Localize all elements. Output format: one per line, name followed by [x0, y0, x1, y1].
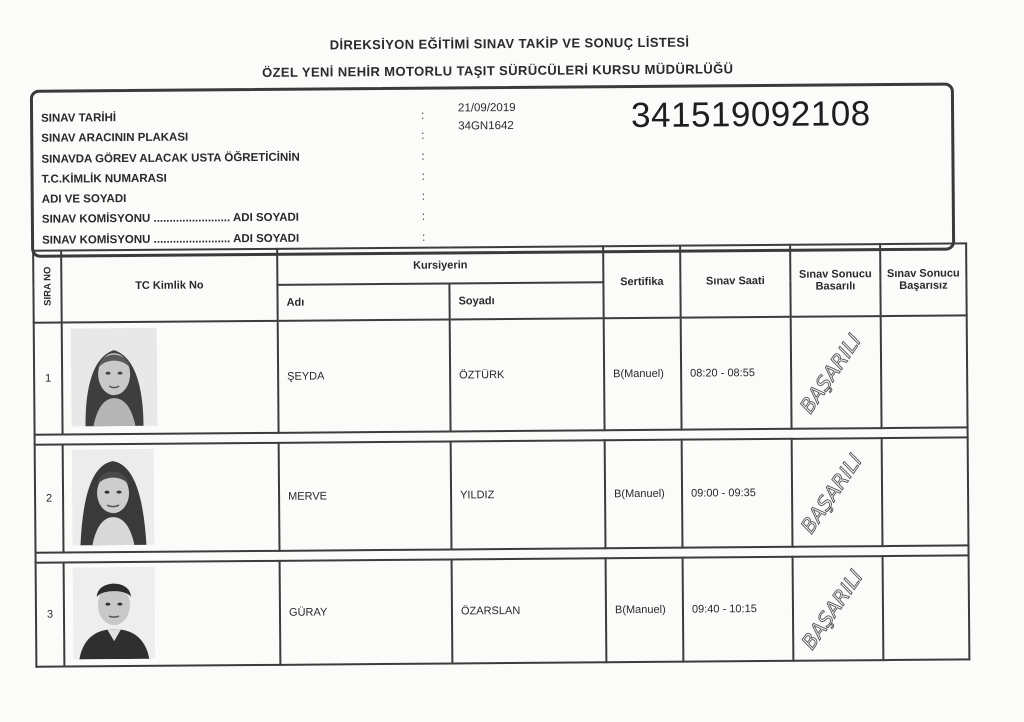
first-name: MERVE	[279, 441, 452, 550]
result-pass-cell	[793, 556, 884, 661]
exam-time: 08:20 - 08:55	[681, 317, 792, 430]
handwritten-result	[794, 319, 879, 424]
info-labels	[41, 107, 300, 251]
label-exam-date: SINAV TARİHİ	[41, 112, 117, 125]
svg-text:BAŞARILI: BAŞARILI	[794, 328, 866, 418]
handwritten-result	[795, 441, 880, 542]
label-commission-1: SINAV KOMİSYONU ........................ ADI SOYADI	[41, 212, 300, 227]
student-photo	[73, 566, 156, 659]
svg-text:BAŞARILI: BAŞARILI	[796, 564, 868, 654]
last-name: ÖZARSLAN	[452, 558, 607, 663]
table-row	[34, 315, 968, 434]
first-name: ŞEYDA	[278, 319, 451, 432]
table-row	[36, 555, 970, 666]
row-number: 3	[36, 563, 65, 667]
tc-cell	[63, 443, 280, 553]
certificate: B(Manuel)	[606, 558, 684, 663]
vehicle-plate-value: 34GN1642	[458, 119, 514, 133]
header-sinav-saati: Sınav Saati	[680, 245, 791, 318]
label-instructor: SINAVDA GÖREV ALACAK USTA ÖĞRETİCİNİN	[41, 151, 300, 166]
header-result-fail: Sınav Sonucu Başarısız	[880, 243, 967, 316]
tc-cell	[64, 561, 281, 667]
document-title: DİREKSİYON EĞİTİMİ SINAV TAKİP VE SONUÇ LİSTESİ	[329, 34, 690, 53]
header-row-1	[33, 243, 966, 286]
result-pass-cell	[791, 316, 882, 429]
results-table	[32, 242, 970, 667]
header-adi: Adı	[277, 283, 449, 320]
table-row	[35, 437, 969, 552]
result-pass-cell	[792, 438, 883, 547]
label-commission-2: SINAV KOMİSYONU ........................ ADI SOYADI	[42, 232, 300, 247]
last-name: ÖZTÜRK	[450, 318, 605, 431]
result-fail-cell	[883, 555, 970, 660]
exam-time: 09:40 - 10:15	[683, 557, 794, 662]
result-fail-cell	[881, 315, 968, 428]
exam-date-value: 21/09/2019	[457, 101, 516, 115]
header-sertifika: Sertifika	[603, 246, 681, 319]
student-photo	[71, 327, 158, 426]
exam-number: 341519092108	[630, 94, 871, 136]
header-kursiyerin: Kursiyerin	[277, 246, 603, 285]
header-soyadi: Soyadı	[449, 282, 603, 319]
result-fail-cell	[882, 437, 969, 546]
certificate: B(Manuel)	[604, 318, 682, 431]
svg-text:BAŞARILI: BAŞARILI	[795, 448, 867, 538]
header-result-pass: Sınav Sonucu Basarılı	[790, 244, 881, 317]
handwritten-result	[796, 559, 881, 656]
label-name-surname: ADI VE SOYADI	[41, 193, 127, 206]
certificate: B(Manuel)	[605, 440, 683, 549]
row-number: 1	[34, 323, 63, 435]
exam-time: 09:00 - 09:35	[682, 439, 793, 548]
exam-info-box	[30, 83, 955, 258]
label-vehicle-plate: SINAV ARACININ PLAKASI	[41, 131, 189, 145]
tc-cell	[62, 321, 279, 435]
label-tc-number: T.C.KİMLİK NUMARASI	[41, 172, 167, 186]
info-values	[458, 99, 516, 135]
student-photo	[72, 448, 155, 545]
row-number: 2	[35, 445, 64, 553]
school-name: ÖZEL YENİ NEHİR MOTORLU TAŞIT SÜRÜCÜLERİ KURSU MÜDÜRLÜĞÜ	[261, 61, 734, 80]
first-name: GÜRAY	[280, 559, 453, 664]
last-name: YILDIZ	[451, 440, 606, 549]
header-sira-no: SIRA NO	[33, 251, 62, 323]
header-tc-kimlik: TC Kimlik No	[61, 249, 278, 323]
info-colons: : : : : : : :	[421, 109, 426, 244]
